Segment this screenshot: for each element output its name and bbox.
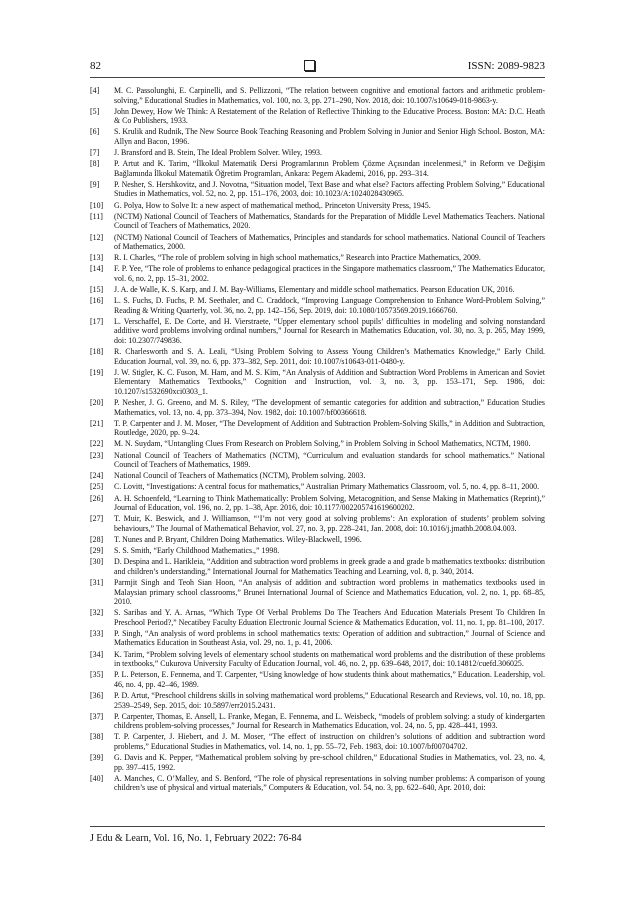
reference-number: [5]: [90, 106, 100, 116]
reference-item: [90, 180, 545, 199]
reference-item: [90, 368, 545, 397]
reference-text: Parmjit Singh and Teoh Sian Hoon, “An analysis of addition and subtraction word problems in mathematics textbooks used in Malaysian primary school classrooms,” Brunei International Journal of Science and Mathematics Education, vol. 2, no. 1, pp. 68–85, 2010.: [114, 578, 545, 607]
reference-item: [90, 482, 545, 492]
reference-number: [13]: [90, 253, 104, 263]
footer-rule: [90, 826, 545, 827]
reference-number: [25]: [90, 482, 104, 492]
reference-text: T. Muir, K. Beswick, and J. Williamson, “‘I’m not very good at solving problems’: An exploration of students’ problem solving behaviours,” The Journal of Mathematical Behavior, vol. 27, no. 3, pp. 228–241, Jan. 2008, doi: 10.1016/j.jmathb.2008.04.003.: [114, 514, 545, 533]
reference-number: [6]: [90, 127, 100, 137]
reference-text: P. Artut and K. Tarim, “İlkokul Matematik Dersi Programlarının Problem Çözme Açısından incelenmesi,” in Reform ve Değişim Bağlamında İlkokul Matematik Öğretim Programları, Ankara: Pegem Akademi, 2016, pp. 293–314.: [114, 159, 545, 178]
reference-text: John Dewey, How We Think: A Restatement of the Relation of Reflective Thinking to the Educative Process. Boston: MA: D.C. Heath & Co Publishers, 1933.: [114, 106, 545, 126]
reference-item: [90, 774, 545, 793]
reference-text: M. C. Passolunghi, E. Carpinelli, and S. Pellizzoni, “The relation between cognitive and emotional factors and arithmetic problem-solving,” Educational Studies in Mathematics, vol. 100, no. 3, pp. 271–290, Nov. 2018, doi: 10.1007/s10649-018-9863-y.: [114, 86, 545, 105]
reference-item: [90, 107, 545, 126]
reference-text: G. Polya, How to Solve It: a new aspect of mathematical method,. Princeton University Press, 1945.: [114, 200, 431, 210]
reference-number: [19]: [90, 367, 104, 377]
reference-item: [90, 753, 545, 772]
reference-item: [90, 148, 545, 158]
issn-label: ISSN: 2089-9823: [467, 60, 545, 72]
reference-text: A. H. Schoenfeld, “Learning to Think Mathematically: Problem Solving, Metacognition, and Sense Making in Mathematics (Reprint),” Journal of Education, vol. 196, no. 2, pp. 1–38, Apr. 2016, doi: 10.1177/002205741619600202.: [114, 493, 545, 513]
reference-text: P. Carpenter, Thomas, E. Ansell, L. Franke, Megan, E. Fennema, and L. Weisbeck, “models of problem solving: a study of kindergarten childrens problem-solving processes,” Journal for Research in Mathematics Education, vol. 24, no. 5, pp. 428–441, 1993.: [114, 711, 545, 731]
reference-number: [26]: [90, 493, 104, 503]
reference-item: [90, 86, 545, 105]
reference-number: [37]: [90, 711, 104, 721]
reference-number: [14]: [90, 264, 104, 274]
reference-number: [8]: [90, 159, 100, 169]
reference-number: [35]: [90, 670, 104, 680]
reference-text: P. Nesher, S. Hershkovitz, and J. Novotna, “Situation model, Text Base and what else? Factors affecting Problem Solving,” Educational Studies in Mathematics, vol. 52, no. 2, pp. 151–176, 2003, doi: 10.1023/A:1024028430965.: [114, 179, 545, 199]
reference-item: [90, 317, 545, 346]
reference-number: [21]: [90, 418, 104, 428]
reference-text: P. Singh, “An analysis of word problems in school mathematics texts: Operation of addition and subtraction,” Journal of Science and Mathematics Education in Southeast Asia, vol. 29, no. 1, p. 41, 2006.: [114, 628, 545, 648]
reference-text: P. D. Artut, “Preschool childrens skills in solving mathematical word problems,” Educational Research and Reviews, vol. 10, no. 18, pp. 2539–2549, Sep. 2015, doi: 10.5897/err2015.2431.: [114, 691, 545, 710]
reference-text: D. Despina and L. Harikleia, “Addition and subtraction word problems in greek grade a and grade b mathematics textbooks: distribution and children’s understanding,” International Journal for Mathematics Teaching and Learning, vol. 8, p. 340, 2014.: [114, 557, 545, 576]
reference-number: [4]: [90, 86, 100, 95]
reference-item: [90, 578, 545, 607]
reference-number: [39]: [90, 753, 104, 763]
reference-text: S. Saribas and Y. A. Arnas, “Which Type Of Verbal Problems Do The Teachers And Education Materials Present To Children In Preschool Period?,” Necatibey Faculty Eduation Electronic Journal Science & Mathematics Education, vol. 11, no. 1, pp. 81–100, 2017.: [114, 608, 545, 627]
reference-text: K. Tarim, “Problem solving levels of elementary school students on mathematical word problems and the distribution of these problems in textbooks,” Cukurova University Faculty of Education Journal, vol. 46, no. 2, pp. 639–648, 2017, doi: 10.14812/cuefd.306025.: [114, 649, 545, 669]
reference-text: P. L. Peterson, E. Fennema, and T. Carpenter, “Using knowledge of how students think about mathematics,” Education. Leadership, vol. 46, no. 4, pp. 42–46, 1989.: [114, 670, 545, 689]
reference-text: F. P. Yee, “The role of problems to enhance pedagogical practices in the Singapore mathematics classroom,” The Mathematics Educator, vol. 6, no. 2, pp. 15–31, 2002.: [114, 264, 545, 283]
reference-number: [18]: [90, 347, 104, 357]
reference-item: [90, 201, 545, 211]
reference-number: [38]: [90, 732, 104, 742]
reference-item: [90, 650, 545, 669]
reference-list: [90, 86, 545, 794]
reference-text: L. S. Fuchs, D. Fuchs, P. M. Seethaler, and C. Craddock, “Improving Language Comprehension to Enhance Word‐Problem Solving,” Reading & Writing Quarterly, vol. 36, no. 2, pp. 142–156, Sep. 2019, doi: 10.1080/10573569.2019.1666760.: [114, 296, 545, 315]
reference-text: National Council of Teachers of Mathematics (NCTM), Problem solving. 2003.: [114, 471, 366, 481]
reference-text: J. A. de Walle, K. S. Karp, and J. M. Bay-Williams, Elementary and middle school mathematics. Pearson Education UK, 2016.: [114, 285, 515, 295]
reference-number: [7]: [90, 148, 100, 158]
reference-number: [10]: [90, 200, 104, 210]
reference-item: [90, 398, 545, 417]
reference-item: [90, 557, 545, 576]
reference-number: [27]: [90, 514, 104, 524]
reference-text: (NCTM) National Council of Teachers of Mathematics, Principles and standards for school mathematics. National Council of Teachers of Mathematics, 2000.: [114, 232, 545, 251]
reference-text: R. Charlesworth and S. A. Leali, “Using Problem Solving to Assess Young Children’s Mathematics Knowledge,” Early Child. Education Journal, vol. 39, no. 6, pp. 373–382, Sep. 2011, doi: 10.1007/s10643-011-0480-y.: [114, 347, 545, 366]
reference-number: [20]: [90, 398, 104, 407]
reference-number: [33]: [90, 628, 104, 638]
reference-text: S. Krulik and Rudnik, The New Source Book Teaching Reasoning and Problem Solving in Junior and Senior High School. Boston, MA: Allyn and Bacon, 1996.: [114, 127, 545, 146]
reference-text: M. N. Suydam, “Untangling Clues From Research on Problem Solving,” in Problem Solving in School Mathematics, NCTM, 1980.: [114, 439, 531, 449]
reference-number: [11]: [90, 211, 103, 221]
reference-text: R. I. Charles, “The role of problem solving in high school mathematics,” Research into Practice Mathematics, 2009.: [114, 253, 481, 263]
reference-text: J. W. Stigler, K. C. Fuson, M. Ham, and M. S. Kim, “An Analysis of Addition and Subtraction Word Problems in American and Soviet Elementary Mathematics Textbooks,” Cognition and Instruction, vol. 3, no. 3, pp. 153–171, Sep. 1986, doi: 10.1207/s1532690xci0303_1.: [114, 367, 545, 396]
reference-number: [17]: [90, 316, 104, 326]
reference-item: [90, 264, 545, 283]
reference-item: [90, 494, 545, 513]
reference-text: J. Bransford and B. Stein, The Ideal Problem Solver. Wiley, 1993.: [114, 148, 322, 158]
page-header: [90, 58, 545, 76]
header-rule: [90, 77, 545, 78]
reference-number: [9]: [90, 179, 100, 189]
reference-item: [90, 670, 545, 689]
reference-text: T. P. Carpenter, J. Hiebert, and J. M. Moser, “The effect of instruction on children’s solutions of addition and subtraction word problems,” Educational Studies in Mathematics, vol. 14, no. 1, pp. 55–72, Feb. 1983, doi: 10.1007/bf00704702.: [114, 732, 545, 751]
reference-item: [90, 732, 545, 751]
reference-text: P. Nesher, J. G. Greeno, and M. S. Riley, “The development of semantic categories for addition and subtraction,” Education Studies Mathematics, vol. 13, no. 4, pp. 373–394, Nov. 1982, doi: 10.1007/bf00366618.: [114, 398, 545, 417]
reference-item: [90, 212, 545, 231]
page-number: 82: [90, 60, 101, 72]
reference-number: [36]: [90, 691, 104, 700]
reference-text: G. Davis and K. Pepper, “Mathematical problem solving by pre-school children,” Educational Studies in Mathematics, vol. 23, no. 4, pp. 397–415, 1992.: [114, 753, 545, 772]
reference-number: [16]: [90, 296, 104, 306]
reference-text: L. Verschaffel, E. De Corte, and H. Vierstraete, “Upper elementary school pupils’ difficulties in modeling and solving nonstandard additive word problems involving ordinal numbers,” Journal for Research in Mathematics Education, vol. 30, no. 3, p. 265, May 1999, doi: 10.2307/749836.: [114, 316, 545, 345]
reference-item: [90, 608, 545, 627]
reference-number: [24]: [90, 471, 104, 481]
reference-text: T. P. Carpenter and J. M. Moser, “The Development of Addition and Subtraction Problem‐Solving Skills,” in Addition and Subtraction, Routledge, 2020, pp. 9–24.: [114, 418, 545, 438]
reference-number: [40]: [90, 773, 104, 783]
reference-item: [90, 439, 545, 449]
reference-text: A. Manches, C. O’Malley, and S. Benford, “The role of physical representations in solving number problems: A comparison of young children’s use of physical and virtual materials,” Computers & Education, vol. 54, no. 3, pp. 622–640, Apr. 2010, doi:: [114, 773, 545, 793]
reference-number: [12]: [90, 232, 104, 242]
reference-item: [90, 535, 545, 545]
reference-text: T. Nunes and P. Bryant, Children Doing Mathematics. Wiley-Blackwell, 1996.: [114, 535, 362, 544]
reference-item: [90, 296, 545, 315]
reference-item: [90, 691, 545, 710]
checkbox-square-icon: [304, 60, 315, 71]
reference-number: [30]: [90, 557, 104, 567]
reference-item: [90, 712, 545, 731]
reference-item: [90, 233, 545, 252]
reference-item: [90, 629, 545, 648]
journal-citation: J Edu & Learn, Vol. 16, No. 1, February 2022: 76-84: [90, 833, 302, 844]
reference-number: [31]: [90, 578, 104, 588]
reference-item: [90, 514, 545, 533]
reference-text: (NCTM) National Council of Teachers of Mathematics, Standards for the Preparation of Middle Level Mathematics Teachers. National Council of Teachers of Mathematics, 2020.: [114, 211, 545, 231]
reference-item: [90, 159, 545, 178]
reference-number: [32]: [90, 608, 104, 618]
reference-text: National Council of Teachers of Mathematics (NCTM), “Curriculum and evaluation standards for school mathematics.” National Council of Teachers of Mathematics, 1989.: [114, 450, 545, 470]
reference-number: [15]: [90, 285, 104, 295]
reference-number: [23]: [90, 450, 104, 460]
reference-number: [22]: [90, 439, 104, 449]
reference-text: S. S. Smith, “Early Childhood Mathematics.,” 1998.: [114, 546, 280, 556]
reference-item: [90, 451, 545, 470]
reference-item: [90, 127, 545, 146]
reference-item: [90, 253, 545, 263]
reference-item: [90, 347, 545, 366]
reference-number: [28]: [90, 535, 104, 544]
reference-text: C. Lovitt, “Investigations: A central focus for mathematics,” Australian Primary Mathematics Classroom, vol. 5, no. 4, pp. 8–11, 2000.: [114, 482, 540, 492]
reference-item: [90, 546, 545, 556]
reference-item: [90, 419, 545, 438]
reference-number: [34]: [90, 649, 104, 659]
reference-number: [29]: [90, 546, 104, 556]
reference-item: [90, 285, 545, 295]
reference-item: [90, 471, 545, 481]
